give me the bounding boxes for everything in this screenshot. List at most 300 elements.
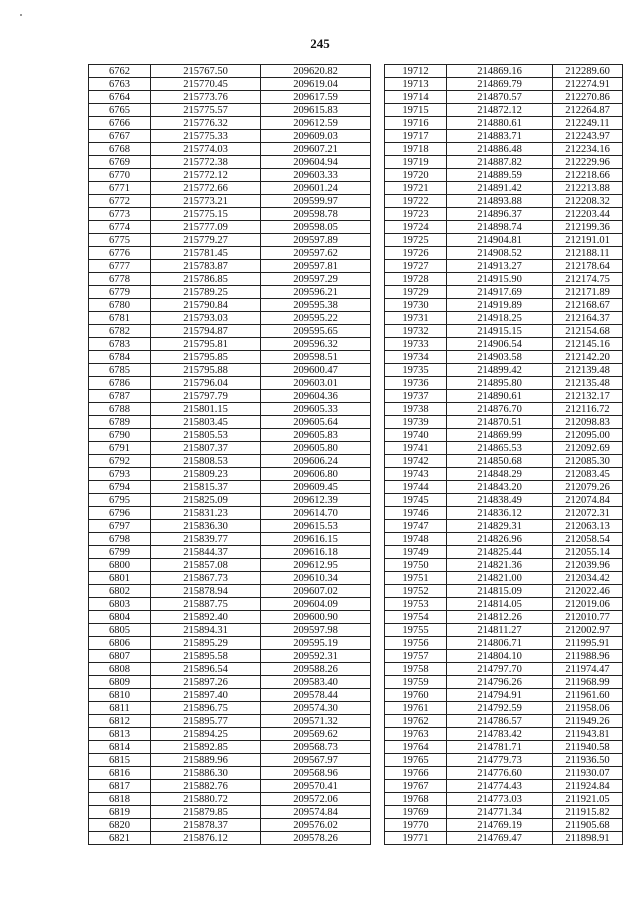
table-row bbox=[89, 364, 623, 377]
y-left-cell: 209597.89 bbox=[261, 234, 371, 247]
x-right-cell: 214903.58 bbox=[447, 351, 553, 364]
y-right-cell: 212092.69 bbox=[553, 442, 623, 455]
y-left-cell: 209604.09 bbox=[261, 598, 371, 611]
x-left-cell: 215803.45 bbox=[151, 416, 261, 429]
column-gap bbox=[371, 533, 385, 546]
x-left-cell: 215807.37 bbox=[151, 442, 261, 455]
y-left-cell: 209571.32 bbox=[261, 715, 371, 728]
x-right-cell: 214796.26 bbox=[447, 676, 553, 689]
y-right-cell: 212063.13 bbox=[553, 520, 623, 533]
column-gap bbox=[371, 390, 385, 403]
table-row bbox=[89, 221, 623, 234]
x-right-cell: 214870.57 bbox=[447, 91, 553, 104]
point-id-right-cell: 19734 bbox=[385, 351, 447, 364]
column-gap bbox=[371, 559, 385, 572]
x-right-cell: 214895.80 bbox=[447, 377, 553, 390]
column-gap bbox=[371, 377, 385, 390]
point-id-right-cell: 19759 bbox=[385, 676, 447, 689]
column-gap bbox=[371, 494, 385, 507]
point-id-left-cell: 6803 bbox=[89, 598, 151, 611]
x-right-cell: 214891.42 bbox=[447, 182, 553, 195]
x-left-cell: 215772.38 bbox=[151, 156, 261, 169]
point-id-left-cell: 6776 bbox=[89, 247, 151, 260]
x-left-cell: 215878.94 bbox=[151, 585, 261, 598]
column-gap bbox=[371, 650, 385, 663]
x-right-cell: 214865.53 bbox=[447, 442, 553, 455]
table-row bbox=[89, 533, 623, 546]
y-right-cell: 212132.17 bbox=[553, 390, 623, 403]
y-right-cell: 212072.31 bbox=[553, 507, 623, 520]
x-left-cell: 215897.26 bbox=[151, 676, 261, 689]
table-row bbox=[89, 65, 623, 78]
y-right-cell: 211930.07 bbox=[553, 767, 623, 780]
point-id-left-cell: 6789 bbox=[89, 416, 151, 429]
x-left-cell: 215825.09 bbox=[151, 494, 261, 507]
x-right-cell: 214794.91 bbox=[447, 689, 553, 702]
point-id-left-cell: 6804 bbox=[89, 611, 151, 624]
point-id-right-cell: 19715 bbox=[385, 104, 447, 117]
y-right-cell: 212178.64 bbox=[553, 260, 623, 273]
point-id-left-cell: 6813 bbox=[89, 728, 151, 741]
y-left-cell: 209595.19 bbox=[261, 637, 371, 650]
y-right-cell: 212095.00 bbox=[553, 429, 623, 442]
table-row bbox=[89, 520, 623, 533]
point-id-left-cell: 6811 bbox=[89, 702, 151, 715]
point-id-left-cell: 6774 bbox=[89, 221, 151, 234]
y-right-cell: 211905.68 bbox=[553, 819, 623, 832]
y-left-cell: 209576.02 bbox=[261, 819, 371, 832]
point-id-right-cell: 19739 bbox=[385, 416, 447, 429]
point-id-right-cell: 19752 bbox=[385, 585, 447, 598]
column-gap bbox=[371, 312, 385, 325]
table-row bbox=[89, 741, 623, 754]
y-right-cell: 212142.20 bbox=[553, 351, 623, 364]
y-right-cell: 212022.46 bbox=[553, 585, 623, 598]
x-left-cell: 215808.53 bbox=[151, 455, 261, 468]
table-row bbox=[89, 637, 623, 650]
point-id-left-cell: 6816 bbox=[89, 767, 151, 780]
y-left-cell: 209568.96 bbox=[261, 767, 371, 780]
column-gap bbox=[371, 143, 385, 156]
x-right-cell: 214917.69 bbox=[447, 286, 553, 299]
x-right-cell: 214771.34 bbox=[447, 806, 553, 819]
column-gap bbox=[371, 624, 385, 637]
y-left-cell: 209605.80 bbox=[261, 442, 371, 455]
column-gap bbox=[371, 832, 385, 845]
column-gap bbox=[371, 208, 385, 221]
point-id-right-cell: 19742 bbox=[385, 455, 447, 468]
point-id-right-cell: 19765 bbox=[385, 754, 447, 767]
y-left-cell: 209597.98 bbox=[261, 624, 371, 637]
table-row bbox=[89, 156, 623, 169]
y-right-cell: 212079.26 bbox=[553, 481, 623, 494]
x-left-cell: 215897.40 bbox=[151, 689, 261, 702]
point-id-right-cell: 19767 bbox=[385, 780, 447, 793]
point-id-right-cell: 19763 bbox=[385, 728, 447, 741]
point-id-left-cell: 6821 bbox=[89, 832, 151, 845]
point-id-left-cell: 6796 bbox=[89, 507, 151, 520]
y-right-cell: 212010.77 bbox=[553, 611, 623, 624]
column-gap bbox=[371, 286, 385, 299]
point-id-right-cell: 19771 bbox=[385, 832, 447, 845]
column-gap bbox=[371, 676, 385, 689]
point-id-left-cell: 6818 bbox=[89, 793, 151, 806]
x-right-cell: 214883.71 bbox=[447, 130, 553, 143]
y-left-cell: 209583.40 bbox=[261, 676, 371, 689]
x-right-cell: 214804.10 bbox=[447, 650, 553, 663]
x-left-cell: 215839.77 bbox=[151, 533, 261, 546]
column-gap bbox=[371, 117, 385, 130]
column-gap bbox=[371, 819, 385, 832]
table-row bbox=[89, 377, 623, 390]
x-right-cell: 214792.59 bbox=[447, 702, 553, 715]
column-gap bbox=[371, 325, 385, 338]
y-right-cell: 212218.66 bbox=[553, 169, 623, 182]
point-id-right-cell: 19744 bbox=[385, 481, 447, 494]
y-right-cell: 212116.72 bbox=[553, 403, 623, 416]
y-left-cell: 209614.70 bbox=[261, 507, 371, 520]
column-gap bbox=[371, 702, 385, 715]
x-right-cell: 214829.31 bbox=[447, 520, 553, 533]
y-left-cell: 209605.33 bbox=[261, 403, 371, 416]
point-id-left-cell: 6787 bbox=[89, 390, 151, 403]
x-right-cell: 214825.44 bbox=[447, 546, 553, 559]
table-row bbox=[89, 429, 623, 442]
y-right-cell: 212264.87 bbox=[553, 104, 623, 117]
y-left-cell: 209574.84 bbox=[261, 806, 371, 819]
point-id-left-cell: 6795 bbox=[89, 494, 151, 507]
point-id-right-cell: 19718 bbox=[385, 143, 447, 156]
point-id-left-cell: 6791 bbox=[89, 442, 151, 455]
x-right-cell: 214898.74 bbox=[447, 221, 553, 234]
column-gap bbox=[371, 247, 385, 260]
x-left-cell: 215809.23 bbox=[151, 468, 261, 481]
y-left-cell: 209607.02 bbox=[261, 585, 371, 598]
table-row bbox=[89, 585, 623, 598]
point-id-left-cell: 6805 bbox=[89, 624, 151, 637]
point-id-left-cell: 6768 bbox=[89, 143, 151, 156]
table-row bbox=[89, 572, 623, 585]
column-gap bbox=[371, 364, 385, 377]
table-row bbox=[89, 819, 623, 832]
point-id-left-cell: 6810 bbox=[89, 689, 151, 702]
column-gap bbox=[371, 507, 385, 520]
table-row bbox=[89, 143, 623, 156]
y-right-cell: 212208.32 bbox=[553, 195, 623, 208]
table-row bbox=[89, 650, 623, 663]
y-right-cell: 212289.60 bbox=[553, 65, 623, 78]
y-right-cell: 211974.47 bbox=[553, 663, 623, 676]
y-left-cell: 209604.94 bbox=[261, 156, 371, 169]
x-right-cell: 214783.42 bbox=[447, 728, 553, 741]
table-row bbox=[89, 507, 623, 520]
table-row bbox=[89, 247, 623, 260]
table-row bbox=[89, 130, 623, 143]
column-gap bbox=[371, 663, 385, 676]
table-row bbox=[89, 806, 623, 819]
y-left-cell: 209569.62 bbox=[261, 728, 371, 741]
x-left-cell: 215797.79 bbox=[151, 390, 261, 403]
column-gap bbox=[371, 156, 385, 169]
column-gap bbox=[371, 104, 385, 117]
y-right-cell: 212135.48 bbox=[553, 377, 623, 390]
y-left-cell: 209599.97 bbox=[261, 195, 371, 208]
point-id-left-cell: 6797 bbox=[89, 520, 151, 533]
table-row bbox=[89, 338, 623, 351]
point-id-right-cell: 19746 bbox=[385, 507, 447, 520]
point-id-right-cell: 19722 bbox=[385, 195, 447, 208]
column-gap bbox=[371, 728, 385, 741]
x-right-cell: 214869.79 bbox=[447, 78, 553, 91]
y-left-cell: 209610.34 bbox=[261, 572, 371, 585]
x-left-cell: 215896.54 bbox=[151, 663, 261, 676]
y-right-cell: 211988.96 bbox=[553, 650, 623, 663]
column-gap bbox=[371, 260, 385, 273]
table-row bbox=[89, 78, 623, 91]
x-left-cell: 215892.40 bbox=[151, 611, 261, 624]
y-left-cell: 209570.41 bbox=[261, 780, 371, 793]
x-right-cell: 214913.27 bbox=[447, 260, 553, 273]
x-left-cell: 215894.25 bbox=[151, 728, 261, 741]
table-row bbox=[89, 455, 623, 468]
x-right-cell: 214779.73 bbox=[447, 754, 553, 767]
point-id-right-cell: 19750 bbox=[385, 559, 447, 572]
y-right-cell: 212058.54 bbox=[553, 533, 623, 546]
x-right-cell: 214869.16 bbox=[447, 65, 553, 78]
column-gap bbox=[371, 806, 385, 819]
point-id-left-cell: 6815 bbox=[89, 754, 151, 767]
table-row bbox=[89, 208, 623, 221]
point-id-right-cell: 19741 bbox=[385, 442, 447, 455]
y-left-cell: 209612.59 bbox=[261, 117, 371, 130]
x-left-cell: 215895.77 bbox=[151, 715, 261, 728]
scan-speck bbox=[20, 14, 22, 16]
point-id-left-cell: 6772 bbox=[89, 195, 151, 208]
point-id-left-cell: 6780 bbox=[89, 299, 151, 312]
x-left-cell: 215795.85 bbox=[151, 351, 261, 364]
y-left-cell: 209616.18 bbox=[261, 546, 371, 559]
x-right-cell: 214815.09 bbox=[447, 585, 553, 598]
y-right-cell: 211949.26 bbox=[553, 715, 623, 728]
column-gap bbox=[371, 455, 385, 468]
point-id-left-cell: 6763 bbox=[89, 78, 151, 91]
x-left-cell: 215857.08 bbox=[151, 559, 261, 572]
point-id-right-cell: 19725 bbox=[385, 234, 447, 247]
x-left-cell: 215772.12 bbox=[151, 169, 261, 182]
y-left-cell: 209597.29 bbox=[261, 273, 371, 286]
point-id-right-cell: 19712 bbox=[385, 65, 447, 78]
y-left-cell: 209605.83 bbox=[261, 429, 371, 442]
table-row bbox=[89, 754, 623, 767]
table-row bbox=[89, 559, 623, 572]
point-id-right-cell: 19719 bbox=[385, 156, 447, 169]
point-id-right-cell: 19769 bbox=[385, 806, 447, 819]
point-id-right-cell: 19721 bbox=[385, 182, 447, 195]
x-left-cell: 215770.45 bbox=[151, 78, 261, 91]
y-right-cell: 212139.48 bbox=[553, 364, 623, 377]
point-id-right-cell: 19728 bbox=[385, 273, 447, 286]
x-left-cell: 215801.15 bbox=[151, 403, 261, 416]
x-left-cell: 215783.87 bbox=[151, 260, 261, 273]
y-right-cell: 211921.05 bbox=[553, 793, 623, 806]
table-row bbox=[89, 663, 623, 676]
point-id-right-cell: 19729 bbox=[385, 286, 447, 299]
y-right-cell: 212174.75 bbox=[553, 273, 623, 286]
column-gap bbox=[371, 234, 385, 247]
y-left-cell: 209596.32 bbox=[261, 338, 371, 351]
y-left-cell: 209595.65 bbox=[261, 325, 371, 338]
column-gap bbox=[371, 793, 385, 806]
y-left-cell: 209603.33 bbox=[261, 169, 371, 182]
column-gap bbox=[371, 299, 385, 312]
point-id-left-cell: 6778 bbox=[89, 273, 151, 286]
x-right-cell: 214886.48 bbox=[447, 143, 553, 156]
point-id-right-cell: 19755 bbox=[385, 624, 447, 637]
x-right-cell: 214906.54 bbox=[447, 338, 553, 351]
table-row bbox=[89, 780, 623, 793]
x-left-cell: 215776.32 bbox=[151, 117, 261, 130]
y-right-cell: 212019.06 bbox=[553, 598, 623, 611]
x-left-cell: 215805.53 bbox=[151, 429, 261, 442]
x-left-cell: 215796.04 bbox=[151, 377, 261, 390]
point-id-left-cell: 6807 bbox=[89, 650, 151, 663]
y-left-cell: 209616.15 bbox=[261, 533, 371, 546]
point-id-right-cell: 19737 bbox=[385, 390, 447, 403]
y-right-cell: 211940.58 bbox=[553, 741, 623, 754]
point-id-left-cell: 6800 bbox=[89, 559, 151, 572]
y-right-cell: 212168.67 bbox=[553, 299, 623, 312]
x-right-cell: 214915.15 bbox=[447, 325, 553, 338]
x-left-cell: 215892.85 bbox=[151, 741, 261, 754]
x-right-cell: 214814.05 bbox=[447, 598, 553, 611]
y-left-cell: 209600.90 bbox=[261, 611, 371, 624]
y-right-cell: 212164.37 bbox=[553, 312, 623, 325]
point-id-left-cell: 6773 bbox=[89, 208, 151, 221]
x-left-cell: 215773.76 bbox=[151, 91, 261, 104]
column-gap bbox=[371, 195, 385, 208]
point-id-left-cell: 6819 bbox=[89, 806, 151, 819]
y-left-cell: 209578.26 bbox=[261, 832, 371, 845]
point-id-right-cell: 19747 bbox=[385, 520, 447, 533]
table-row bbox=[89, 481, 623, 494]
x-left-cell: 215777.09 bbox=[151, 221, 261, 234]
column-gap bbox=[371, 78, 385, 91]
x-left-cell: 215896.75 bbox=[151, 702, 261, 715]
column-gap bbox=[371, 169, 385, 182]
y-right-cell: 212213.88 bbox=[553, 182, 623, 195]
table-row bbox=[89, 117, 623, 130]
table-row bbox=[89, 715, 623, 728]
x-right-cell: 214797.70 bbox=[447, 663, 553, 676]
y-left-cell: 209615.83 bbox=[261, 104, 371, 117]
table-row bbox=[89, 299, 623, 312]
column-gap bbox=[371, 429, 385, 442]
point-id-right-cell: 19735 bbox=[385, 364, 447, 377]
table-row bbox=[89, 260, 623, 273]
y-right-cell: 212191.01 bbox=[553, 234, 623, 247]
x-left-cell: 215831.23 bbox=[151, 507, 261, 520]
point-id-left-cell: 6786 bbox=[89, 377, 151, 390]
point-id-right-cell: 19768 bbox=[385, 793, 447, 806]
x-left-cell: 215794.87 bbox=[151, 325, 261, 338]
x-left-cell: 215889.96 bbox=[151, 754, 261, 767]
x-left-cell: 215775.15 bbox=[151, 208, 261, 221]
x-left-cell: 215772.66 bbox=[151, 182, 261, 195]
x-right-cell: 214872.12 bbox=[447, 104, 553, 117]
y-right-cell: 212274.91 bbox=[553, 78, 623, 91]
x-right-cell: 214826.96 bbox=[447, 533, 553, 546]
y-right-cell: 212034.42 bbox=[553, 572, 623, 585]
y-left-cell: 209598.05 bbox=[261, 221, 371, 234]
coordinates-table bbox=[88, 64, 623, 845]
column-gap bbox=[371, 767, 385, 780]
point-id-left-cell: 6806 bbox=[89, 637, 151, 650]
y-left-cell: 209601.24 bbox=[261, 182, 371, 195]
x-right-cell: 214915.90 bbox=[447, 273, 553, 286]
x-right-cell: 214838.49 bbox=[447, 494, 553, 507]
table-row bbox=[89, 767, 623, 780]
x-left-cell: 215779.27 bbox=[151, 234, 261, 247]
column-gap bbox=[371, 689, 385, 702]
column-gap bbox=[371, 715, 385, 728]
y-left-cell: 209609.03 bbox=[261, 130, 371, 143]
x-right-cell: 214890.61 bbox=[447, 390, 553, 403]
x-left-cell: 215878.37 bbox=[151, 819, 261, 832]
y-right-cell: 212154.68 bbox=[553, 325, 623, 338]
y-left-cell: 209597.81 bbox=[261, 260, 371, 273]
y-right-cell: 212085.30 bbox=[553, 455, 623, 468]
x-left-cell: 215887.75 bbox=[151, 598, 261, 611]
point-id-right-cell: 19760 bbox=[385, 689, 447, 702]
x-left-cell: 215894.31 bbox=[151, 624, 261, 637]
x-right-cell: 214774.43 bbox=[447, 780, 553, 793]
y-left-cell: 209605.64 bbox=[261, 416, 371, 429]
point-id-right-cell: 19714 bbox=[385, 91, 447, 104]
x-left-cell: 215867.73 bbox=[151, 572, 261, 585]
point-id-left-cell: 6820 bbox=[89, 819, 151, 832]
table-row bbox=[89, 702, 623, 715]
x-left-cell: 215774.03 bbox=[151, 143, 261, 156]
point-id-right-cell: 19720 bbox=[385, 169, 447, 182]
table-row bbox=[89, 728, 623, 741]
x-right-cell: 214869.99 bbox=[447, 429, 553, 442]
x-left-cell: 215793.03 bbox=[151, 312, 261, 325]
point-id-right-cell: 19732 bbox=[385, 325, 447, 338]
point-id-left-cell: 6777 bbox=[89, 260, 151, 273]
point-id-right-cell: 19724 bbox=[385, 221, 447, 234]
column-gap bbox=[371, 572, 385, 585]
x-right-cell: 214889.59 bbox=[447, 169, 553, 182]
x-left-cell: 215790.84 bbox=[151, 299, 261, 312]
y-left-cell: 209612.39 bbox=[261, 494, 371, 507]
point-id-right-cell: 19770 bbox=[385, 819, 447, 832]
x-left-cell: 215879.85 bbox=[151, 806, 261, 819]
point-id-left-cell: 6794 bbox=[89, 481, 151, 494]
y-left-cell: 209619.04 bbox=[261, 78, 371, 91]
y-left-cell: 209606.80 bbox=[261, 468, 371, 481]
x-left-cell: 215886.30 bbox=[151, 767, 261, 780]
point-id-left-cell: 6770 bbox=[89, 169, 151, 182]
x-left-cell: 215789.25 bbox=[151, 286, 261, 299]
x-right-cell: 214908.52 bbox=[447, 247, 553, 260]
y-right-cell: 212074.84 bbox=[553, 494, 623, 507]
table-row bbox=[89, 234, 623, 247]
column-gap bbox=[371, 754, 385, 767]
y-right-cell: 211936.50 bbox=[553, 754, 623, 767]
y-right-cell: 212145.16 bbox=[553, 338, 623, 351]
point-id-left-cell: 6766 bbox=[89, 117, 151, 130]
x-right-cell: 214811.27 bbox=[447, 624, 553, 637]
